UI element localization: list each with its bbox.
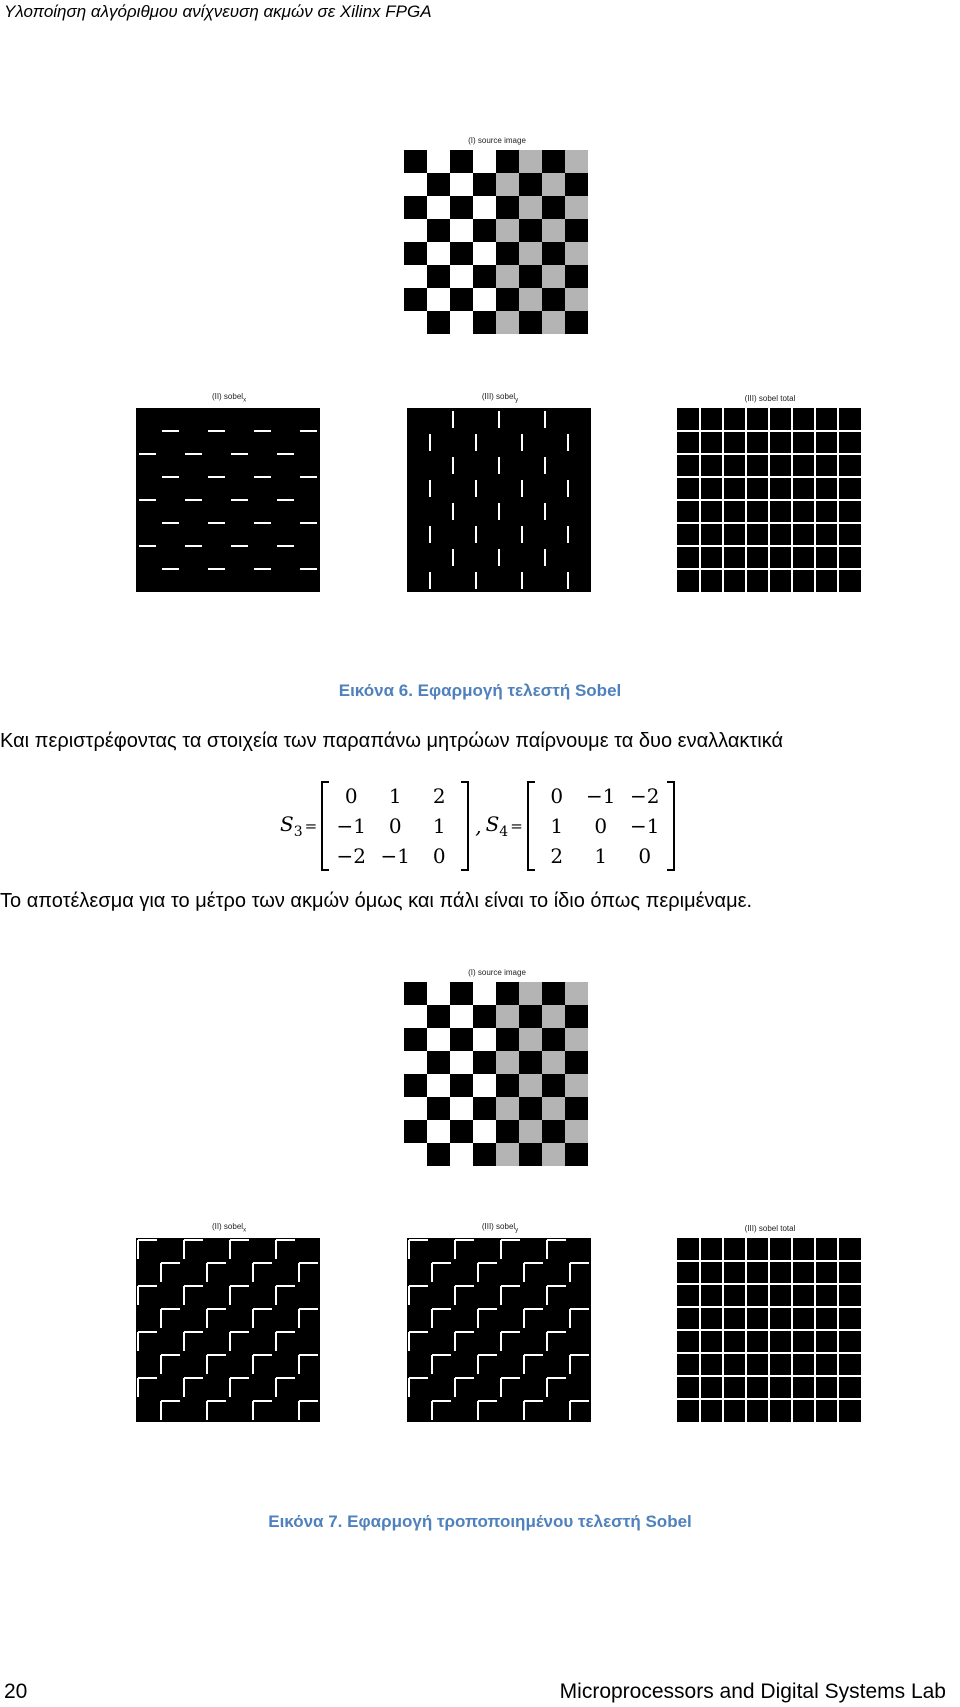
checker-square	[496, 1143, 519, 1166]
fig7-source-panel	[404, 966, 590, 1172]
checker-square	[473, 1005, 496, 1028]
checker-square	[519, 265, 542, 288]
checker-square	[565, 1097, 588, 1120]
checker-square	[496, 1074, 519, 1097]
checker-square	[427, 242, 450, 265]
checker-square	[404, 265, 427, 288]
matrix-separator: ,	[475, 814, 482, 838]
matrix-cell: 1	[432, 814, 446, 838]
checker-square	[404, 196, 427, 219]
fig6-source-image	[404, 150, 590, 356]
checker-square	[519, 1120, 542, 1143]
checker-square	[565, 288, 588, 311]
checker-square	[450, 173, 473, 196]
checker-square	[473, 1074, 496, 1097]
checker-square	[404, 173, 427, 196]
fig6-total-image	[677, 408, 863, 594]
checker-square	[519, 288, 542, 311]
checker-square	[496, 1051, 519, 1074]
fig6-sobely-title: (III) sobel	[481, 392, 516, 401]
checker-square	[473, 1028, 496, 1051]
checker-square	[427, 1028, 450, 1051]
page-number: 20	[4, 1680, 28, 1703]
checker-square	[450, 311, 473, 334]
figure7-caption: Εικόνα 7. Εφαρμογή τροποποιημένου τελεστή Sobel	[268, 1512, 692, 1531]
checker-square	[519, 1005, 542, 1028]
fig7-sobelx-title: (II) sobel	[211, 1222, 244, 1231]
matrix-cell: 0	[344, 784, 358, 808]
checker-square	[542, 1005, 565, 1028]
checker-square	[473, 1120, 496, 1143]
figure6-caption: Εικόνα 6. Εφαρμογή τελεστή Sobel	[338, 681, 622, 700]
checker-square	[565, 1051, 588, 1074]
checker-square	[404, 1074, 427, 1097]
checker-square	[473, 1097, 496, 1120]
checker-square	[542, 242, 565, 265]
checker-square	[404, 1120, 427, 1143]
matrix-cell: −1	[630, 814, 660, 838]
checker-square	[473, 1143, 496, 1166]
checker-square	[427, 982, 450, 1005]
checker-square	[496, 1005, 519, 1028]
checker-square	[473, 265, 496, 288]
checker-square	[427, 265, 450, 288]
checker-square	[450, 1074, 473, 1097]
matrix-cell: −1	[586, 784, 616, 808]
checker-square	[450, 1120, 473, 1143]
checker-square	[427, 1097, 450, 1120]
checker-square	[542, 311, 565, 334]
checker-square	[404, 242, 427, 265]
checker-square	[565, 1074, 588, 1097]
checker-square	[496, 150, 519, 173]
checker-square	[473, 311, 496, 334]
checker-square	[404, 982, 427, 1005]
matrix-cell: −1	[380, 844, 410, 868]
checker-square	[496, 242, 519, 265]
checker-square	[565, 150, 588, 173]
checker-square	[542, 1051, 565, 1074]
fig6-sobely-panel	[407, 392, 593, 598]
checker-square	[473, 288, 496, 311]
matrix-s3-name: $S_3$	[280, 812, 303, 840]
checker-square	[427, 150, 450, 173]
matrix-s3-equals: =	[304, 817, 318, 835]
fig7-source-title: (I) source image	[468, 968, 526, 977]
checker-square	[473, 982, 496, 1005]
checker-square	[565, 196, 588, 219]
footer-lab-name: Microprocessors and Digital Systems Lab	[559, 1680, 946, 1703]
checker-square	[519, 1028, 542, 1051]
checker-square	[450, 288, 473, 311]
checker-square	[519, 1051, 542, 1074]
checker-square	[450, 150, 473, 173]
checker-square	[427, 1143, 450, 1166]
fig7-total-title: (III) sobel total	[744, 1224, 796, 1233]
checker-square	[404, 288, 427, 311]
checker-square	[542, 1074, 565, 1097]
matrix-cell: 2	[432, 784, 446, 808]
matrix-equation	[280, 780, 675, 872]
checker-square	[427, 219, 450, 242]
checker-square	[473, 150, 496, 173]
checker-square	[450, 219, 473, 242]
checker-square	[565, 265, 588, 288]
running-header: Υλοποίηση αλγόριθμου ανίχνευση ακμών σε Xilinx FPGA	[4, 2, 432, 21]
checker-square	[519, 196, 542, 219]
checker-square	[519, 1097, 542, 1120]
checker-square	[473, 173, 496, 196]
fig7-total-image	[677, 1238, 863, 1424]
checker-square	[427, 311, 450, 334]
checker-square	[519, 311, 542, 334]
matrix-cell: 0	[594, 814, 608, 838]
checker-square	[542, 219, 565, 242]
fig6-total-title: (III) sobel total	[744, 394, 796, 403]
checker-square	[427, 1120, 450, 1143]
checker-square	[473, 1051, 496, 1074]
checker-square	[565, 1120, 588, 1143]
fig6-sobelx-image	[136, 408, 322, 594]
checker-square	[450, 242, 473, 265]
checker-square	[450, 1097, 473, 1120]
checker-square	[404, 150, 427, 173]
checker-square	[404, 1097, 427, 1120]
checker-square	[427, 1051, 450, 1074]
fig6-sobelx-sub: x	[243, 397, 247, 404]
edge-background	[136, 1238, 320, 1422]
checker-square	[496, 1097, 519, 1120]
fig7-sobely-title: (III) sobel	[481, 1222, 516, 1231]
checker-square	[427, 1074, 450, 1097]
fig7-sobely-image	[407, 1238, 593, 1424]
fig6-total-panel	[677, 392, 863, 598]
checker-square	[404, 219, 427, 242]
matrix-cell: 1	[550, 814, 564, 838]
matrix-cell: 0	[432, 844, 446, 868]
checker-square	[450, 196, 473, 219]
edge-background	[407, 1238, 591, 1422]
matrix-cell: 1	[594, 844, 608, 868]
checker-square	[427, 173, 450, 196]
fig7-sobelx-image	[136, 1238, 322, 1424]
checker-square	[565, 173, 588, 196]
checker-square	[519, 173, 542, 196]
fig6-sobely-image	[407, 408, 593, 594]
checker-square	[450, 1051, 473, 1074]
checker-square	[496, 288, 519, 311]
fig6-sobelx-title: (II) sobel	[211, 392, 244, 401]
checker-square	[404, 1028, 427, 1051]
checker-square	[565, 1005, 588, 1028]
checker-square	[565, 1028, 588, 1051]
checker-square	[450, 1028, 473, 1051]
checker-square	[542, 196, 565, 219]
matrix-cell: −2	[336, 844, 366, 868]
checker-square	[565, 1143, 588, 1166]
checker-square	[473, 219, 496, 242]
checker-square	[496, 311, 519, 334]
checker-square	[542, 173, 565, 196]
fig7-total-panel	[677, 1222, 863, 1428]
matrix-cell: 0	[388, 814, 402, 838]
checker-square	[496, 219, 519, 242]
matrix-s4-equals: =	[510, 817, 523, 835]
fig6-sobelx-panel	[136, 392, 322, 598]
checker-square	[519, 1143, 542, 1166]
fig7-source-image	[404, 982, 590, 1188]
checker-square	[427, 1005, 450, 1028]
fig7-sobelx-sub: x	[243, 1227, 247, 1234]
paragraph-2: Το αποτέλεσμα για το μέτρο των ακμών όμως και πάλι είναι το ίδιο όπως περιμέναμε.	[0, 890, 753, 912]
matrix-s4-name: $S_4$	[485, 812, 509, 840]
checker-square	[519, 219, 542, 242]
checker-square	[496, 1028, 519, 1051]
checker-square	[473, 242, 496, 265]
fig6-sobely-sub: y	[515, 397, 519, 404]
checker-square	[542, 1143, 565, 1166]
checker-square	[496, 1120, 519, 1143]
checker-square	[427, 288, 450, 311]
checker-square	[404, 1143, 427, 1166]
checker-square	[519, 1074, 542, 1097]
checker-square	[542, 265, 565, 288]
checker-square	[496, 265, 519, 288]
checker-square	[542, 150, 565, 173]
checker-square	[450, 982, 473, 1005]
checker-square	[565, 219, 588, 242]
checker-square	[519, 982, 542, 1005]
checker-square	[519, 150, 542, 173]
checker-square	[404, 1005, 427, 1028]
checker-square	[496, 173, 519, 196]
fig7-sobely-sub: y	[515, 1227, 519, 1234]
checker-square	[565, 242, 588, 265]
checker-square	[542, 1120, 565, 1143]
checker-square	[473, 196, 496, 219]
checker-square	[404, 311, 427, 334]
matrix-cell: 0	[550, 784, 564, 808]
matrix-s3	[321, 781, 469, 871]
matrix-cell: 0	[638, 844, 652, 868]
checker-square	[496, 196, 519, 219]
matrix-s4	[527, 781, 675, 871]
fig6-source-title: (I) source image	[468, 136, 526, 145]
checker-square	[542, 288, 565, 311]
fig6-source-panel	[404, 134, 590, 340]
matrix-cell: −2	[630, 784, 660, 808]
fig7-sobelx-panel	[136, 1222, 322, 1428]
fig7-sobely-panel	[407, 1222, 593, 1428]
checker-square	[450, 265, 473, 288]
paragraph-1: Και περιστρέφοντας τα στοιχεία των παραπάνω μητρώων παίρνουμε τα δυο εναλλακτικά	[0, 730, 784, 752]
matrix-cell: 2	[550, 844, 564, 868]
checker-square	[565, 982, 588, 1005]
checker-square	[519, 242, 542, 265]
matrix-cell: −1	[336, 814, 366, 838]
checker-square	[542, 1097, 565, 1120]
checker-square	[450, 1005, 473, 1028]
checker-square	[450, 1143, 473, 1166]
checker-square	[404, 1051, 427, 1074]
checker-square	[542, 982, 565, 1005]
checker-square	[565, 311, 588, 334]
checker-square	[496, 982, 519, 1005]
checker-square	[427, 196, 450, 219]
matrix-cell: 1	[388, 784, 402, 808]
checker-square	[542, 1028, 565, 1051]
